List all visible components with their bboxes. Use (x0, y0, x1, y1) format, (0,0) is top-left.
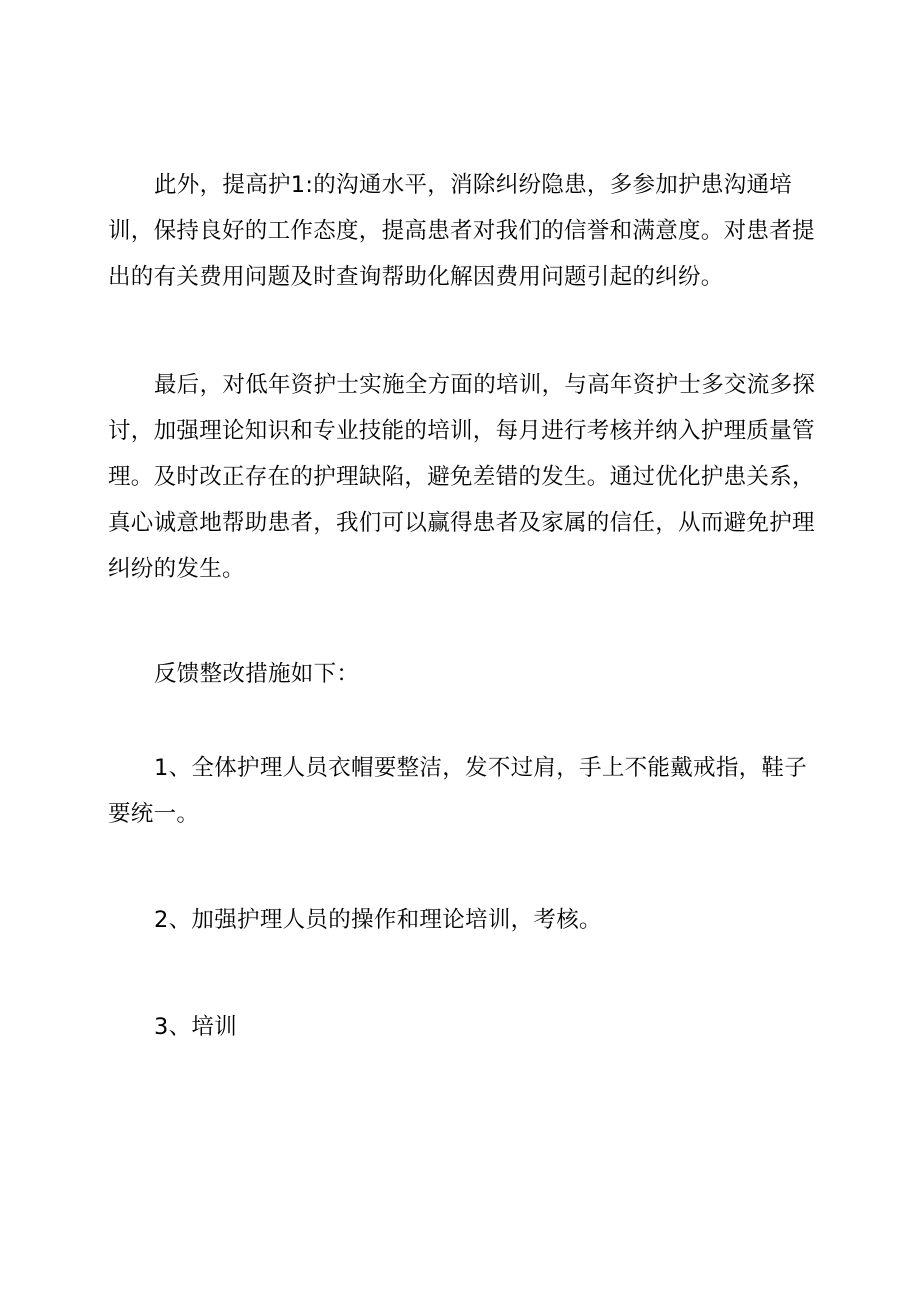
paragraph-training: 最后，对低年资护士实施全方面的培训，与高年资护士多交流多探讨，加强理论知识和专业技能的培训，每月进行考核并纳入护理质量管理。及时改正存在的护理缺陷，避免差错的发生。通过优化护患关系，真心诚意地帮助患者，我们可以赢得患者及家属的信任，从而避免护理纠纷的发生。 (108, 372, 816, 582)
paragraph-measures-heading: 反馈整改措施如下： (154, 661, 360, 687)
list-item-3: 3、培训 (154, 1014, 238, 1040)
list-item-2: 2、加强护理人员的操作和理论培训，考核。 (154, 907, 602, 933)
list-item-1: 1、全体护理人员衣帽要整洁，发不过肩，手上不能戴戒指，鞋子要统一。 (108, 755, 808, 827)
paragraph-communication: 此外，提高护1:的沟通水平，消除纠纷隐患，多参加护患沟通培训，保持良好的工作态度，提高患者对我们的信誉和满意度。对患者提出的有关费用问题及时查询帮助化解因费用问题引起的纠纷。 (108, 172, 815, 290)
